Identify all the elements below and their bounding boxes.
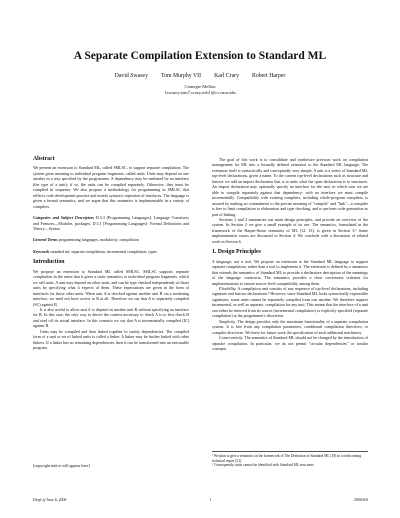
draft-date: Draft of June 6, 2006 xyxy=(33,498,67,502)
copyright-notice: [copyright notice will appear here] xyxy=(33,463,90,468)
design-principles-heading: 1. Design Principles xyxy=(212,249,261,256)
footnote: ² Consequently, units cannot be identified with Standard ML structures. xyxy=(212,463,315,468)
footnote: ¹ We plan to give a semantics in the framework of The Definition of Standard ML [18] in a forthcoming technical report [21]. xyxy=(212,454,362,463)
design-item-term: Simplicity. xyxy=(219,318,236,324)
page-number: 1 xyxy=(209,498,212,502)
design-item-term: Conservativity. xyxy=(219,335,244,341)
keywords xyxy=(33,249,189,254)
design-item-term: A language, not a tool. xyxy=(212,258,253,264)
design-item-text: We propose an extension to the Standard ML language to support separate compilation, rather than a tool to implement it. The extension is defined by a semantics that extends the semantics of Standard ML to provide a declarative description of the meanings of the language constructs. The semantics provides a clear correctness criterion for implementations to ensure source-level compatibility among them. xyxy=(212,258,368,286)
affiliation-block xyxy=(0,84,400,96)
design-item xyxy=(212,259,368,286)
page-footer xyxy=(33,498,368,502)
keywords-label: Keywords xyxy=(33,248,50,254)
design-item xyxy=(212,286,368,319)
author-name: Robert Harper xyxy=(252,73,286,79)
right-column xyxy=(212,157,368,351)
abstract-text: We present an extension to Standard ML, called SMLSC, to support separate compilation. The system gives meaning to individual program fragments, called units. Units may depend on one another in a way specified by the programmer. A dependency may be mediated by an interface (the type of a unit); if so, the units can be compiled separately. Otherwise, they must be compiled in sequence. We also propose a methodology for programming in SMLSC that reflects code development practice and avoids syntactic repetition of interfaces. The language is given a formal semantics, and we argue that this semantics is implementable in a variety of compilers. xyxy=(33,165,189,209)
design-item-text: The design provides only the maximum functionality of a separate compilation system. It is free from any compilation parameters, conditional compilation directives, or compiler directives. We leave for future work the specification of such additional machinery. xyxy=(212,318,368,335)
author-name: Tom Murphy VII xyxy=(160,73,202,79)
version-date: 2006/6/6 xyxy=(354,498,368,502)
abstract-heading: Abstract xyxy=(33,156,55,162)
introduction-heading: Introduction xyxy=(33,259,65,266)
intro-paragraph: It is also useful to allow unit A to depend on another unit B without specifying an interface for B. In this case, the only way to derive the context necessary to check A is to first check B and read off its actual interface. In this scenario we say that A is incrementally compiled (IC) against B. xyxy=(33,306,189,329)
intro-paragraph: Units may be compiled and then linked together to satisfy dependencies. The compiled form of a unit or set of linked units is called a linker. A linker may be further linked with other linkers. If a linker has no remaining dependencies, then it can be transformed into an executable program. xyxy=(33,328,189,351)
general-terms xyxy=(33,237,189,242)
design-item-term: Flexibility. xyxy=(219,285,237,291)
design-item-text: The semantics of Standard ML should not be changed by the introduction of separate compilation. In particular, we do not permit "circular dependencies" or similar concepts xyxy=(212,335,368,351)
general-terms-text: programming languages, modularity, compilation xyxy=(58,237,139,243)
paper-title: A Separate Compilation Extension to Standard ML xyxy=(73,50,327,62)
categories-label: Categories and Subject Descriptors xyxy=(33,215,95,221)
author-name: David Swasey xyxy=(114,73,148,79)
footnotes xyxy=(212,451,368,468)
design-item xyxy=(212,335,368,351)
left-column xyxy=(33,157,189,351)
categories-text: D.3.3 [Programming Languages]: Language Constructs and Features—Modules, packages; D.3.1 [Programming Languages]: Formal Definitions and Theory—Syntax xyxy=(33,215,189,231)
body-paragraph: Sections 1 and 2 summarize our main design principles, and provide an overview of the system. In Section 2 we give a small example of its use. The semantics, formulated in the framework of the Harper-Stone semantics of ML [12, 13], is given in Section 3.¹ Some implementation issues are discussed in Section 4. We conclude with a discussion of related work in Section 6. xyxy=(212,216,368,244)
categories xyxy=(33,215,189,231)
author-list xyxy=(0,73,400,79)
design-item-text: A compilation unit consists of any sequence of top-level declarations, including signature and functor declarations.² However, since Standard ML lacks syntactically expressible signatures, some units cannot be separately compiled from one another. We therefore support incremental, as well as separate, compilation for any unit. This means that the interface of a unit can either be inferred from its source (incremental compilation) or explicitly specified (separate compilation) at the programmer's discretion. xyxy=(212,285,368,319)
author-emails: {swasey,tom7,crary,rwh}@cs.cmu.edu xyxy=(164,90,236,96)
author-name: Karl Crary xyxy=(214,73,240,79)
general-terms-label: General Terms xyxy=(33,237,58,243)
body-paragraph: The goal of this work is to consolidate and synthesize previous work on compilation management for ML into a formally defined extension to the Standard ML language. The extension itself is syntactically and conceptually very simple. A unit is a series of Standard ML top-level declarations, given a name. To the current top-level declarations such as structure and functor we add an import declaration that is to units what the open declaration is to structures. An import declaration may optionally specify an interface for the unit, in which case we are able to compile separately against that dependency; with no interface we must compile incrementally. Compatibility with existing compilers, including whole-program compilers, is assured by making no commitment to the precise meaning of "compile" and "link"—a compiler is free to limit compilation to elaboration and type checking, and to perform code generation as part of linking. xyxy=(212,157,368,217)
keywords-text: standard ml, separate compilation, incremental compilation, types xyxy=(50,248,157,254)
affiliation: Carnegie Mellon xyxy=(184,84,216,89)
design-item xyxy=(212,319,368,335)
intro-paragraph: We propose an extension to Standard ML called SMLSC. SMLSC supports separate compilation in the sense that it gives a static semantics to individual program fragments, which we call units. A unit may depend on other units, and can be type checked independently of those units by specifying what it expects of them. These expectations are given in the form of interfaces for those other units. When unit A is checked against another unit B via a mediating interface, we need not have access to B at all. Therefore we say that A is separately compiled (SC) against B. xyxy=(33,268,189,307)
